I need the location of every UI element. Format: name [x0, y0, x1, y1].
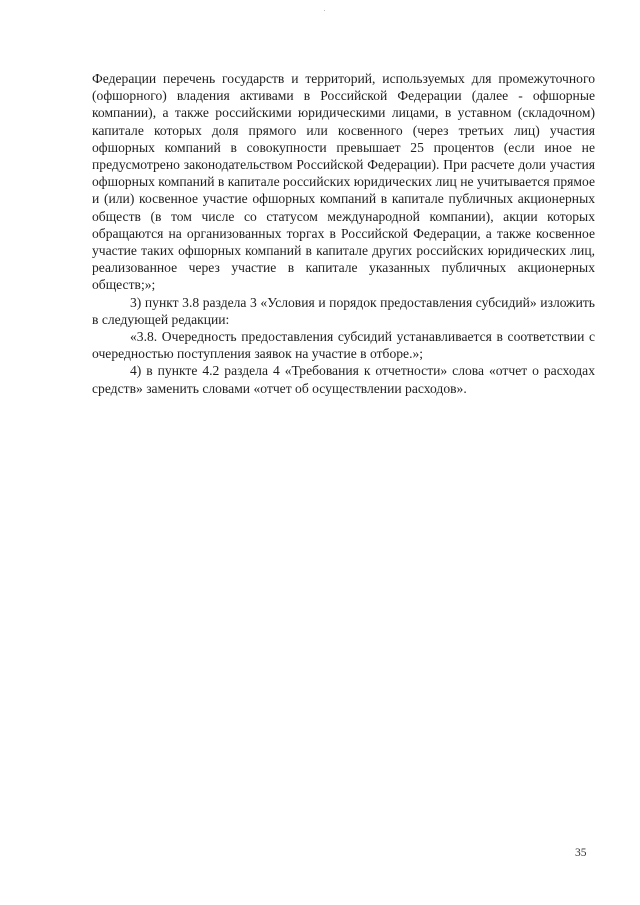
- paragraph-offshore-definition: Федерации перечень государств и территорий, используемых для промежуточного (офшорного) владения активами в Российской Федерации (далее - офшорные компании), а также российскими юридическими лицами, в уставном (складочном) капитале которых доля прямого или косвенного (через третьих лиц) участия офшорных компаний в совокупности превышает 25 процентов (если иное не предусмотрено законодательством Российской Федерации). При расчете доли участия офшорных компаний в капитале российских юридических лиц не учитывается прямое и (или) косвенное участие офшорных компаний в капитале публичных акционерных обществ (в том числе со статусом международной компании), акции которых обращаются на организованных торгах в Российской Федерации, а также косвенное участие таких офшорных компаний в капитале других российских юридических лиц, реализованное через участие в капитале указанных публичных акционерных обществ;»;: [92, 71, 595, 293]
- document-body: [92, 70, 595, 397]
- scan-artifact: [324, 10, 325, 11]
- paragraph-clause-3-8: «3.8. Очередность предоставления субсидий устанавливается в соответствии с очередностью поступления заявок на участие в отборе.»;: [92, 329, 595, 362]
- page-number: 35: [575, 847, 587, 859]
- paragraph-item-3: 3) пункт 3.8 раздела 3 «Условия и порядок предоставления субсидий» изложить в следующей редакции:: [92, 294, 595, 327]
- paragraph-item-4: 4) в пункте 4.2 раздела 4 «Требования к отчетности» слова «отчет о расходах средств» заменить словами «отчет об осуществлении расходов».: [92, 363, 595, 396]
